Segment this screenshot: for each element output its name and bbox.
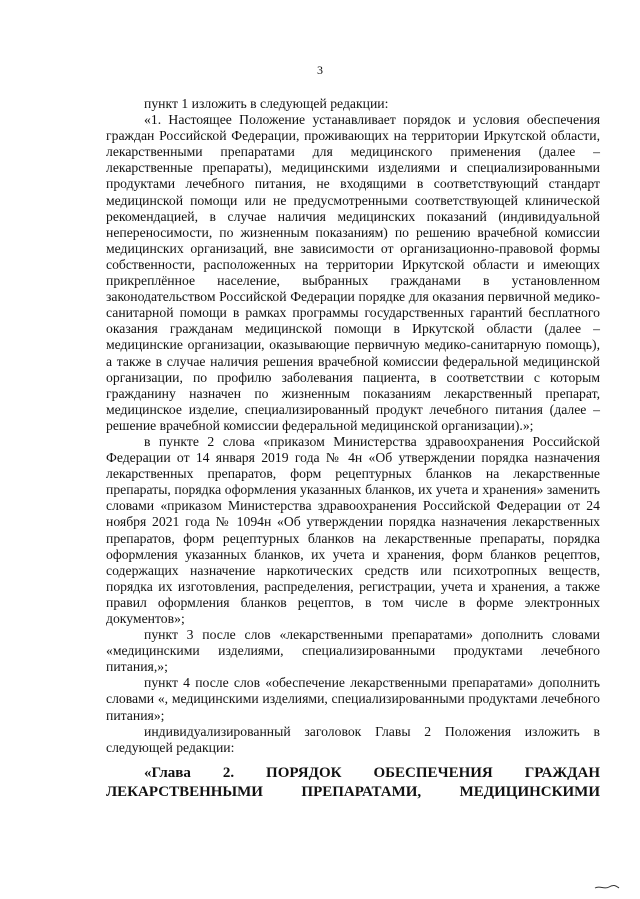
paragraph-intro: пункт 1 изложить в следующей редакции: (144, 96, 389, 111)
document-body (106, 96, 600, 802)
chapter-heading-line-1: «Глава 2. ПОРЯДОК ОБЕСПЕЧЕНИЯ ГРАЖДАН (144, 764, 600, 781)
paragraph-clause-4: пункт 4 после слов «обеспечение лекарственными препаратами» дополнить словами «, медицинскими изделиями, специализированными продуктами лечебного питания»; (106, 675, 600, 723)
paragraph-clause-3: пункт 3 после слов «лекарственными препаратами» дополнить словами «медицинскими изделиями, специализированными продуктами лечебного питания,»; (106, 627, 600, 675)
paragraph-chapter-heading-intro: индивидуализированный заголовок Главы 2 Положения изложить в следующей редакции: (106, 723, 600, 755)
handwritten-mark-icon (594, 883, 620, 891)
paragraph-clause-2: в пункте 2 слова «приказом Министерства здравоохранения Российской Федерации от 14 января 2019 года № 4н «Об утверждении порядка назначения лекарственных препаратов, форм рецептурных бланков на лекарственные препараты, порядка оформления указанных бланков, их учета и хранения» заменить словами «приказом Министерства здравоохранения Российской Федерации от 24 ноября 2021 года № 1094н «Об утверждении порядка назначения лекарственных препаратов, форм рецептурных бланков на лекарственные препараты, порядка оформления указанных бланков, их учета и хранения, форм бланков рецептов, содержащих назначение наркотических средств или психотропных веществ, порядка их изготовления, распределения, регистрации, учета и хранения, а также правил оформления бланков рецептов, в том числе в форме электронных документов»; (106, 433, 600, 626)
page-number: 3 (317, 63, 323, 77)
chapter-heading-line-2: ЛЕКАРСТВЕННЫМИ ПРЕПАРАТАМИ, МЕДИЦИНСКИМИ (106, 783, 600, 800)
paragraph-clause-1: «1. Настоящее Положение устанавливает порядок и условия обеспечения граждан Российской Федерации, проживающих на территории Иркутской области, лекарственными препаратами для медицинского применения (далее – лекарственные препараты), медицинскими изделиями и специализированными продуктами лечебного питания, не входящими в соответствующий стандарт медицинской помощи или не предусмотренными соответствующей клинической рекомендацией, в случае наличия медицинских показаний (индивидуальной непереносимости, по жизненным показаниям) по решению врачебной комиссии медицинских организаций, вне зависимости от организационно-правовой формы собственности, расположенных на территории Иркутской области и имеющих прикреплённое население, выбранных гражданами в установленном законодательством Российской Федерации порядке для оказания первичной медико-санитарной помощи в рамках программы государственных гарантий бесплатного оказания гражданам медицинской помощи в Иркутской области (далее – медицинские организации, оказывающие первичную медико-санитарную помощь), а также в случае наличия решения врачебной комиссии федеральной медицинской организации, по профилю заболевания пациента, в соответствии с которым гражданину назначен по жизненным показаниям лекарственный препарат, медицинское изделие, специализированный продукт лечебного питания (далее – решение врачебной комиссии федеральной медицинской организации).»; (106, 112, 600, 433)
